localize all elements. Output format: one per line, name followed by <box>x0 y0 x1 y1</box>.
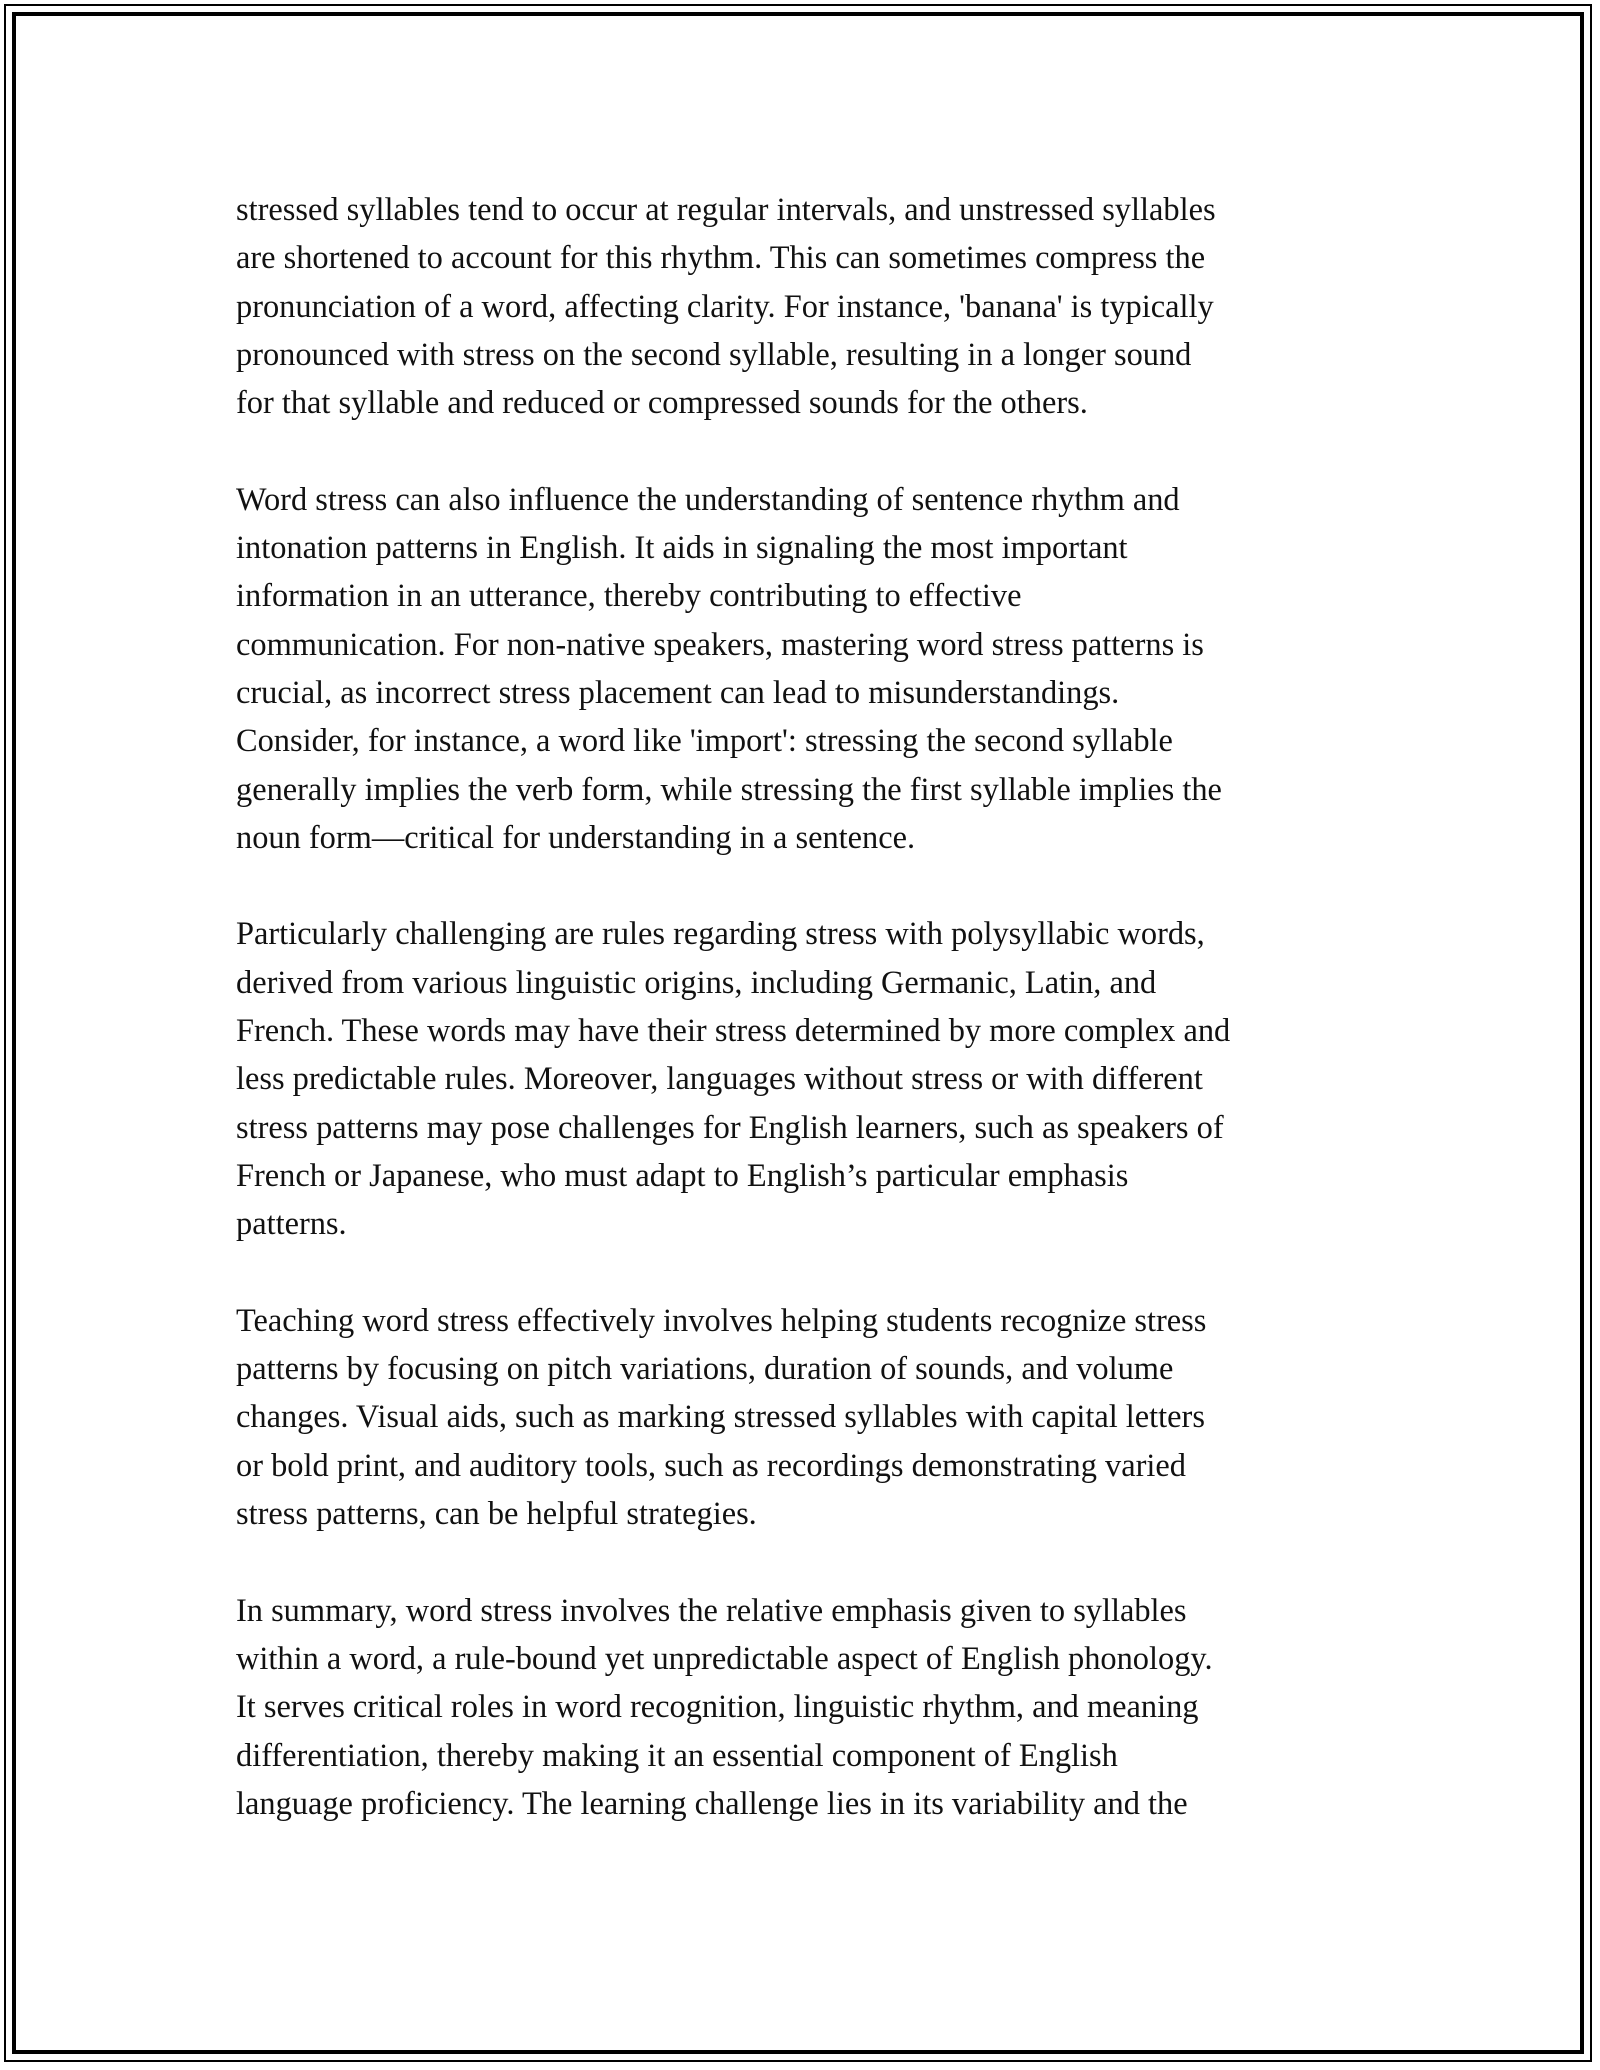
paragraph-5 <box>236 1587 1386 1828</box>
paragraph-2 <box>236 476 1386 862</box>
text-line: or bold print, and auditory tools, such as recordings demonstrating varied <box>236 1447 1186 1484</box>
text-line: within a word, a rule-bound yet unpredictable aspect of English phonology. <box>236 1640 1213 1677</box>
text-line: patterns by focusing on pitch variations, duration of sounds, and volume <box>236 1351 1174 1388</box>
text-line: stressed syllables tend to occur at regular intervals, and unstressed syllables <box>236 192 1216 228</box>
text-line: French. These words may have their stress determined by more complex and <box>236 1013 1231 1050</box>
text-line: changes. Visual aids, such as marking stressed syllables with capital letters <box>236 1399 1205 1436</box>
text-line: pronunciation of a word, affecting clarity. For instance, 'banana' is typically <box>236 288 1214 325</box>
paragraph-1 <box>236 186 1386 427</box>
text-line: for that syllable and reduced or compressed sounds for the others. <box>236 385 1088 422</box>
text-line: information in an utterance, thereby contributing to effective <box>236 578 1022 615</box>
text-line: pronounced with stress on the second syllable, resulting in a longer sound <box>236 336 1192 373</box>
text-line: noun form—critical for understanding in a sentence. <box>236 819 916 856</box>
paragraph-4 <box>236 1297 1386 1538</box>
text-line: French or Japanese, who must adapt to English’s particular emphasis <box>236 1157 1129 1194</box>
text-line: stress patterns may pose challenges for English learners, such as speakers of <box>236 1109 1224 1146</box>
text-line: differentiation, thereby making it an essential component of English <box>236 1737 1118 1774</box>
text-line: generally implies the verb form, while stressing the first syllable implies the <box>236 771 1222 808</box>
text-line: Particularly challenging are rules regarding stress with polysyllabic words, <box>236 916 1205 953</box>
document-body <box>236 186 1386 1876</box>
text-line: In summary, word stress involves the relative emphasis given to syllables <box>236 1592 1187 1629</box>
text-line: intonation patterns in English. It aids in signaling the most important <box>236 530 1128 567</box>
paragraph-3 <box>236 910 1386 1248</box>
text-line: It serves critical roles in word recognition, linguistic rhythm, and meaning <box>236 1689 1199 1726</box>
text-line: Teaching word stress effectively involves helping students recognize stress <box>236 1302 1207 1339</box>
text-line: patterns. <box>236 1206 347 1243</box>
text-line: are shortened to account for this rhythm. This can sometimes compress the <box>236 240 1206 277</box>
text-line: language proficiency. The learning challenge lies in its variability and the <box>236 1785 1188 1822</box>
text-line: Word stress can also influence the understanding of sentence rhythm and <box>236 481 1180 518</box>
text-line: crucial, as incorrect stress placement can lead to misunderstandings. <box>236 674 1120 711</box>
text-line: communication. For non-native speakers, mastering word stress patterns is <box>236 626 1204 663</box>
text-line: less predictable rules. Moreover, languages without stress or with different <box>236 1061 1203 1098</box>
text-line: stress patterns, can be helpful strategies. <box>236 1496 757 1533</box>
text-line: Consider, for instance, a word like 'import': stressing the second syllable <box>236 723 1173 760</box>
text-line: derived from various linguistic origins, including Germanic, Latin, and <box>236 964 1157 1001</box>
